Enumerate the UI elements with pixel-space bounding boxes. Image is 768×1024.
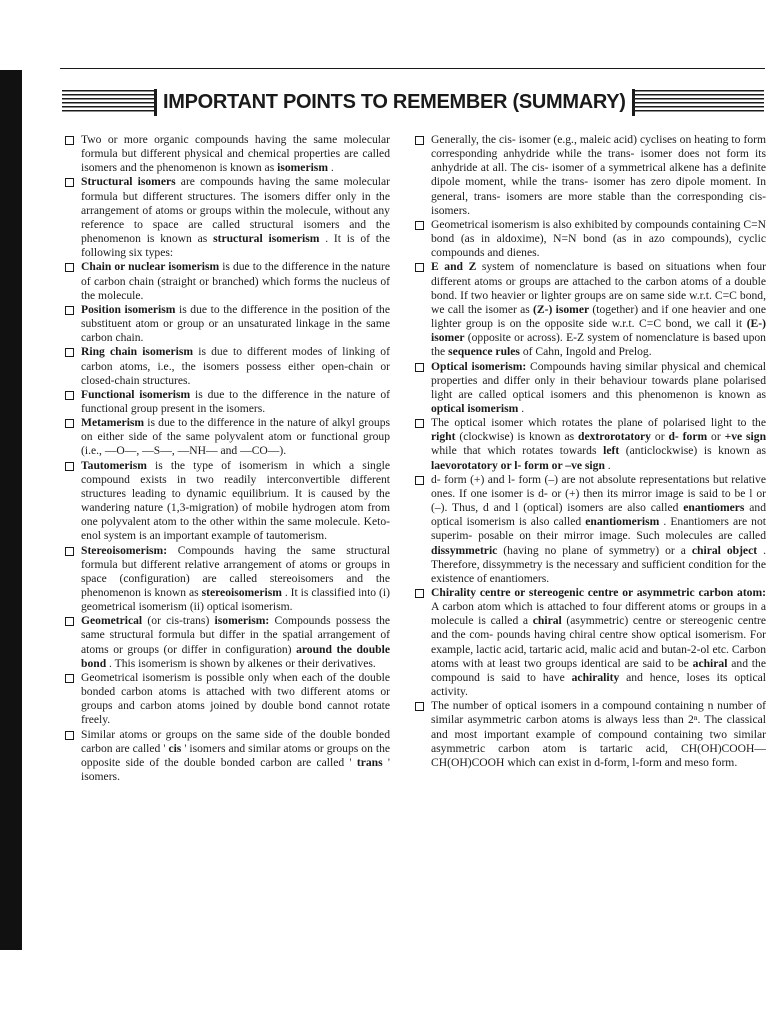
text-run: and the compound is said to [431,656,766,684]
text-run: Compounds having similar [530,359,658,373]
summary-header [62,84,764,120]
text-run: achirality [571,670,620,684]
text-run: chiral [691,543,721,557]
text-run: right [431,430,456,444]
text-run: chiral [532,614,562,628]
text-run: is due to different modes of linking [198,345,376,359]
text-run: d- form (+) and l- form (–) are not absolute representations [431,472,710,486]
checkbox-bullet-icon [65,136,74,145]
text-run: open-chain or closed-chain structures. [81,359,391,387]
text-run: groups on either side of the same polyvalent atom or [81,416,390,444]
text-run: Metamerism [81,416,145,430]
text-run: dextrorotatory [578,430,651,444]
checkbox-bullet-icon [65,178,74,187]
summary-point-text [431,133,766,218]
checkbox-bullet-icon [415,363,424,372]
text-run: atom is tartaric acid, CH(OH)COOH—CH(OH)COOH [431,741,767,769]
text-run: image is said to be l or (–). Thus, d and l (optical) isomers [431,486,767,515]
checkbox-bullet-icon [65,617,74,626]
text-run: compound containing two similar asymmetric carbon [431,727,766,755]
checkbox-bullet-icon [415,221,424,230]
text-run: . Therefore, dissymmetry is the necessary and [431,543,766,571]
checkbox-bullet-icon [65,306,74,315]
text-run: containing C=N bond (as in aldoxime), N=N bond (as [431,217,766,246]
text-run: and the phenomenon is known as [81,571,390,599]
text-run: alkenes or their derivatives. [247,656,376,670]
text-run: light to the [710,416,766,430]
summary-point-text [81,614,390,671]
summary-point [64,388,390,416]
text-run: are also called [608,501,684,515]
left-column [64,133,390,784]
header-stripes-right [635,90,764,114]
header-stripes-left [62,90,154,114]
summary-point [64,671,390,728]
text-run: is due to the difference in the position [178,302,359,316]
text-run: or [654,430,669,444]
text-run: formula but different relative arrangement of atoms or [81,557,342,571]
summary-point [64,614,390,671]
text-run: The number of optical isomers in a compound containing n [431,699,714,713]
text-run: A carbon atom which is attached to four [431,600,622,614]
text-run: E-Z system of nomenclature is based upon the [431,331,766,359]
text-run: . [607,458,611,472]
text-run: isomerism: [214,614,270,628]
checkbox-bullet-icon [65,731,74,740]
text-run: +ve sign [724,430,767,444]
text-run: achiral [692,656,728,670]
text-run: (asymmetric) centre or stereogenic centre and the com- [431,614,766,642]
text-run: identical are said to be [580,656,693,670]
text-run: forms the nucleus of the molecule. [81,274,390,302]
text-run: rules [495,345,520,359]
text-run: atom from one polyvalent atom to the other within the [81,501,391,529]
text-run: Geometrical isomerism is also exhibited by compounds [431,217,689,231]
text-run: known as [230,161,278,175]
text-run: enantiomerism [585,515,660,529]
text-run: pounds having chiral centre show optical isomerism. For [496,628,766,642]
text-run: molecular formula but different physical and chemical [81,133,390,161]
checkbox-bullet-icon [415,589,424,598]
summary-point [414,360,766,417]
text-run: (clockwise) is known as [459,430,578,444]
text-run: Ring chain isomerism [81,345,194,359]
top-rule [60,68,765,69]
text-run: but relative ones. If one isomer is d- or (+) then its mirror [431,472,766,500]
summary-point [64,175,390,260]
summary-point-text [81,345,390,387]
text-run: double bonded carbon atoms is attached with two different [81,670,390,699]
text-run: of a symmetrical alkene has a definite dipole moment, [431,161,766,189]
summary-point [414,133,766,218]
summary-point [64,544,390,615]
text-run: butan-2-ol etc. Carbon atoms with at least two groups [431,642,766,670]
text-run: left [603,444,620,458]
text-run: trans [356,755,383,769]
text-run: (having no plane of symmetry) or a [503,543,692,557]
text-run: Position isomerism [81,302,176,316]
text-run: or –ve sign [551,458,605,472]
page-title: IMPORTANT POINTS TO REMEMBER (SUMMARY) [154,89,635,116]
summary-point [64,416,390,458]
text-run: and optical isomerism is also [431,501,767,529]
text-run: structural isomerism [213,232,320,246]
text-run: system of nomenclature is based on situations [481,260,711,274]
text-run: (E-) isomer [431,317,767,345]
summary-point [414,699,766,770]
text-run: of tautomerism. [253,529,328,543]
text-run: d- form [668,430,708,444]
summary-point-text [81,728,390,785]
text-run: same molecule. Keto-enol system is an important example [81,515,390,543]
summary-point-text [81,260,390,302]
text-run: atoms or groups and carbon atoms joined by double bond [81,685,390,713]
summary-point-text [431,699,766,770]
text-run: laevorotatory or l- form [431,458,549,472]
checkbox-bullet-icon [415,476,424,485]
right-column [414,133,766,770]
text-run: Tautomerism [81,458,147,472]
text-run: —CO—). [240,444,287,458]
text-run: cannot rotate freely. [81,699,391,727]
text-run: bonded carbon are called ' [81,727,390,755]
text-run: heating to form corresponding anhydride while the trans- [431,133,767,161]
summary-point [414,260,766,359]
summary-point-text [81,388,390,416]
text-run: (Z-) isomer [533,302,590,316]
text-run: isomerism [277,161,328,175]
text-run: stereoisomerism [201,586,282,599]
summary-point-text [431,416,766,473]
text-run: E and Z [431,260,477,274]
summary-point [64,303,390,345]
text-run: have [542,670,572,684]
text-run: . [330,161,334,175]
text-run: Optical isomerism: [431,359,527,373]
text-run: cis [168,741,182,755]
text-run: different atoms or groups in a molecule is called a [431,600,766,628]
text-run: object [726,543,758,557]
text-run: . Enantiomers are not superim- [431,515,766,543]
text-run: we call it [696,317,747,331]
text-run: Chirality centre or stereogenic centre or asymmetric [431,586,695,599]
text-run: physical and chemical properties and differ only in their [431,359,766,387]
text-run: (opposite or across). [467,331,563,345]
text-run: isomer as [485,302,534,316]
summary-point [64,260,390,302]
text-run: is due to the difference in the [195,387,342,401]
text-run: molecular formula but different structures. The isomers [81,175,390,203]
page-binding-edge [0,70,22,950]
text-run: compound exists in two readily interconvertible different [81,472,390,486]
text-run: classified into (i) geometrical isomerism (ii) optical [81,586,390,614]
text-run: enantiomers [683,501,745,515]
text-run: arrangement of atoms or groups (or differ in configuration) [81,628,390,656]
text-run: is due to the difference in [222,260,341,274]
text-run: properties are called isomers and the phenomenon is [81,147,390,175]
text-run: groups are on same side w.r.t. C=C bond, we call the [431,288,766,316]
text-run: Stereoisomerism: [81,543,168,557]
text-run: . It is of the following six types: [81,232,390,260]
text-run: are compounds having the same [180,175,339,189]
text-run: called [553,515,586,529]
checkbox-bullet-icon [415,419,424,428]
text-run: Generally, the cis- isomer (e.g., maleic acid) cyclises on [431,133,692,146]
text-run: in the same carbon chain. [81,317,390,345]
text-run: around the double bond [81,642,390,670]
text-run: when four different atoms or groups are attached to the [431,260,766,288]
text-run: Chain or nuclear isomerism [81,260,220,274]
summary-point [414,586,766,699]
text-run: than 2ⁿ. The classical and most important example of [431,713,766,741]
summary-point-text [81,544,390,615]
summary-point-text [81,303,390,345]
checkbox-bullet-icon [65,674,74,683]
text-run: Similar atoms or groups on the same side of the double [81,727,352,741]
text-run: . It is [284,586,309,599]
text-run: corresponding cis- isomers. [431,189,767,217]
text-run: and hence, loses its optical activity. [431,670,766,699]
text-run: the molecule, without any reference to space are called [81,203,390,231]
text-run: carbon atoms of a double bond. If two heavier or lighter [431,274,766,302]
text-run: general, trans- isomers are more stable than the [431,189,672,203]
text-run: Compounds having the same structural [177,543,390,557]
text-run: isomers and this phenomenon is known as [550,387,766,401]
checkbox-bullet-icon [65,348,74,357]
checkbox-bullet-icon [65,462,74,471]
summary-point-text [431,586,766,699]
text-run: sufficient condition for the existence of enantiomers. [431,557,766,585]
text-run: Structural isomers [81,175,176,189]
summary-point-text [431,218,766,260]
text-run: groups in space (configuration) are called stereoisomers [81,557,390,585]
text-run: structures leading to dynamic equilibrium. It is caused by [81,486,371,500]
text-run: isomerism [467,401,519,415]
text-run: of carbon atoms, i.e., the isomers possess either [81,345,390,373]
text-run: functional group (i.e., —O—, —S—, —NH— and [81,430,390,458]
text-run: differ only in the arrangement of atoms or groups within [81,189,390,217]
summary-point [64,133,390,175]
text-run: posable on their mirror image. Such molecules are called [478,529,766,543]
summary-point [414,473,766,586]
text-run: while that which rotates towards [431,444,597,458]
summary-point-text [431,360,766,417]
text-run: isomerism. [241,600,293,614]
summary-point [64,345,390,387]
text-run: (together) and if one heavier and [592,302,746,316]
summary-point-text [81,133,390,175]
summary-point-text [81,175,390,260]
text-run: Compounds [274,614,331,628]
text-run: . This isomerism is shown by [109,656,245,670]
text-run: ' isomers and similar atoms [184,741,312,755]
checkbox-bullet-icon [65,419,74,428]
text-run: is due to the difference in the nature of alkyl [147,416,356,430]
text-run: isomer does not form its anhydride at all. The cis- isomer [431,147,766,175]
summary-point [414,416,766,473]
text-run: of Cahn, Ingold and Prelog. [522,345,652,359]
text-run: The optical isomer which rotates the plane of polarised [431,416,706,430]
summary-point-text [81,416,390,458]
text-run: number of similar asymmetric carbon atoms is always less [431,699,766,727]
text-run: Two or more organic compounds having the same [81,133,338,146]
text-run: nature of functional group present in the isomers. [81,387,390,415]
text-run: which can exist in d-form, l-form and meso form. [507,755,738,769]
text-run: . [521,401,525,415]
text-run: Functional isomerism [81,387,191,401]
summary-point [414,218,766,260]
text-run: (or cis-trans) [147,614,215,628]
checkbox-bullet-icon [65,547,74,556]
text-run: the nature of carbon chain (straight or branched) which [81,260,391,288]
summary-point-text [431,473,766,586]
text-run: in azo compounds), cyclic compounds and dienes. [431,232,766,260]
text-run: (anticlockwise) is known as [625,444,767,458]
text-run: Geometrical isomerism is possible only when each of the [81,670,355,684]
text-run: is the type of isomerism in which a single [155,458,390,472]
text-run: behaviour towards plane polarised light are called optical [431,373,766,401]
summary-point-text [81,671,390,728]
text-run: the wandering nature (1,3-migration) of mobile hydrogen [81,486,390,515]
checkbox-bullet-icon [415,263,424,272]
text-run: dissymmetric [431,543,498,557]
text-run: carbon atom: [698,586,767,599]
text-run: carbon are called ' [260,755,352,769]
text-run: structural isomers and the phenomenon is known as [81,217,390,246]
summary-point [64,728,390,785]
checkbox-bullet-icon [415,702,424,711]
text-run: sequence [448,345,493,359]
checkbox-bullet-icon [415,136,424,145]
text-run: of the substituent atom or group or an unsaturated linkage [81,302,390,331]
text-run: Geometrical [81,614,143,628]
summary-point-text [431,260,766,359]
summary-point [64,459,390,544]
text-run: while the trans- isomer has zero dipole moment. In [511,175,766,189]
checkbox-bullet-icon [65,263,74,272]
text-run: ' isomers. [81,755,390,784]
text-run: or [711,430,725,444]
text-run: optical [431,401,465,415]
text-run: or groups on the opposite side of the double bonded [81,741,391,769]
summary-point-text [81,459,390,544]
text-run: example, lactic acid, tartaric acid, malic acid and [431,642,659,656]
text-run: one lighter group is on the opposite side w.r.t. C=C bond, [431,302,766,331]
checkbox-bullet-icon [65,391,74,400]
text-run: possess the same structural formula but differ in the spatial [81,614,391,642]
